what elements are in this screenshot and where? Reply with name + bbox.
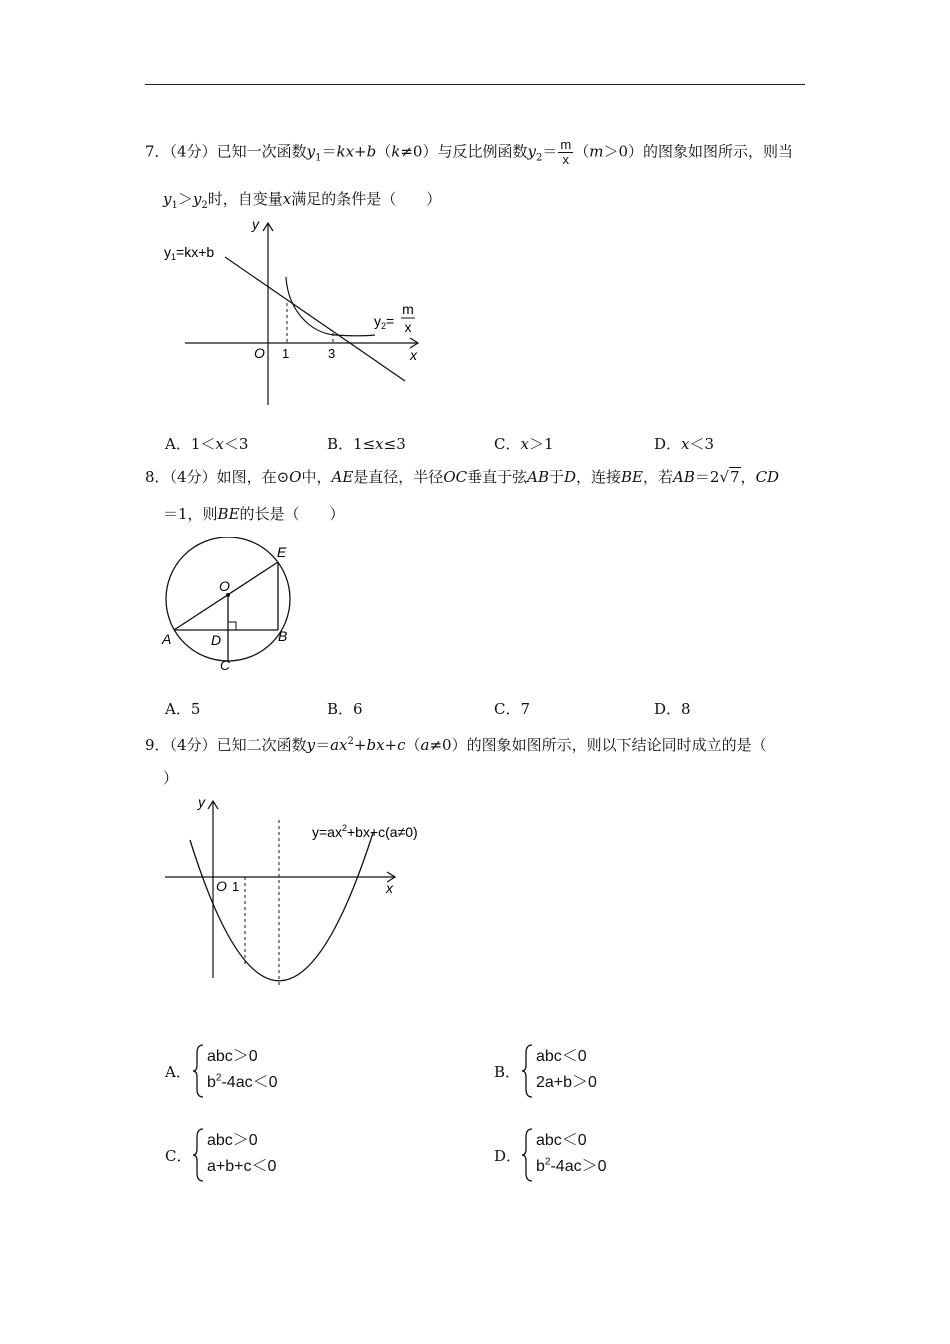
q8-right-angle-mark — [228, 622, 236, 630]
q7-origin: O — [254, 345, 265, 361]
q8-label-o: O — [219, 578, 230, 594]
q9-origin: O — [216, 878, 227, 894]
q8-label-e: E — [277, 544, 287, 560]
q8-option-c[interactable]: C．7 — [494, 700, 531, 718]
q8-label-d: D — [211, 632, 222, 648]
q9-option-a-label[interactable]: A． — [165, 1063, 191, 1081]
q8-diameter-ae — [174, 562, 278, 630]
q9-option-c[interactable]: abc＞0 a+b+c＜0 — [193, 1127, 343, 1183]
q7-axis-x-label: x — [410, 347, 417, 363]
q7-option-d[interactable]: D．x＜3 — [654, 435, 715, 453]
q7-label-y2-den: x — [404, 319, 412, 335]
q7-option-c[interactable]: C．x＞1 — [494, 435, 554, 453]
q7-stem-line1: 7．（4分）已知一次函数$y_1=kx+b(k\ne 0)$与反比例函数$y_2=$ $\frac{m}{x}$ （m＞0）的图象如图所示，则当 — [145, 137, 793, 167]
q8-label-a: A — [162, 631, 172, 647]
q7-axis-y-label: y — [252, 216, 259, 232]
q9-curve-label: $y=ax^2+bx+c(a\ne 0)$ — [312, 823, 418, 840]
q7-stem-line2: $y_1>y_2$时，自变量x满足的条件是（ ） — [163, 190, 442, 211]
q8-figure — [158, 537, 308, 677]
q9-option-b[interactable]: abc＜0 2a+b＞0 — [522, 1043, 672, 1099]
q7-fraction: $\frac{m}{x}$ — [560, 137, 572, 167]
q8-option-d[interactable]: D．8 — [654, 700, 691, 718]
q7-option-b[interactable]: B．1≤x≤3 — [327, 435, 406, 453]
q9-option-d[interactable]: abc＜0 $b^2-4ac>0$ — [522, 1127, 672, 1183]
q8-stem-line1: 8．（4分）如图，在⊙O中，AE是直径，半径OC垂直于弦AB于D，连接BE，若AB＝2√7，CD — [145, 468, 780, 486]
q9-option-d-label[interactable]: D． — [494, 1147, 522, 1165]
q9-figure — [160, 795, 450, 1005]
q9-option-c-brace — [193, 1127, 205, 1183]
q9-parabola — [190, 833, 373, 981]
q7-label-y2-num: m — [402, 301, 414, 317]
header-rule — [145, 84, 805, 85]
q7-figure — [160, 215, 430, 415]
q9-option-b-brace — [522, 1043, 534, 1099]
q9-stem-line2: ） — [163, 769, 179, 787]
q9-option-d-brace — [522, 1127, 534, 1183]
q9-tick-1: 1 — [232, 879, 240, 894]
q7-option-a[interactable]: A．1＜x＜3 — [165, 435, 249, 453]
q7-tick-3: 3 — [328, 346, 336, 361]
q9-option-c-label[interactable]: C． — [165, 1147, 192, 1165]
q9-option-a-brace — [193, 1043, 205, 1099]
q7-label-y1: $y_1=kx+b$ — [164, 244, 215, 262]
q7-hyperbola — [286, 277, 375, 336]
q8-option-a[interactable]: A．5 — [165, 700, 201, 718]
q9-stem-line1: 9．（4分）已知二次函数$y=ax^2+bx+c(a\ne 0)$的图象如图所示，则以下结论同时成立的是（ — [145, 736, 767, 754]
q8-label-b: B — [278, 628, 288, 644]
q7-label-y2: $y_2=$ — [374, 313, 395, 331]
q9-option-a[interactable]: abc＞0 $b^2-4ac<0$ — [193, 1043, 343, 1099]
q9-axis-y-label: y — [198, 795, 205, 810]
q9-option-b-label[interactable]: B． — [494, 1063, 521, 1081]
q8-option-b[interactable]: B．6 — [327, 700, 363, 718]
q9-axis-x-label: x — [386, 880, 393, 896]
q8-label-c: C — [220, 657, 231, 673]
q7-tick-1: 1 — [282, 346, 290, 361]
q8-stem-line2: ＝1，则BE的长是（ ） — [163, 505, 345, 523]
